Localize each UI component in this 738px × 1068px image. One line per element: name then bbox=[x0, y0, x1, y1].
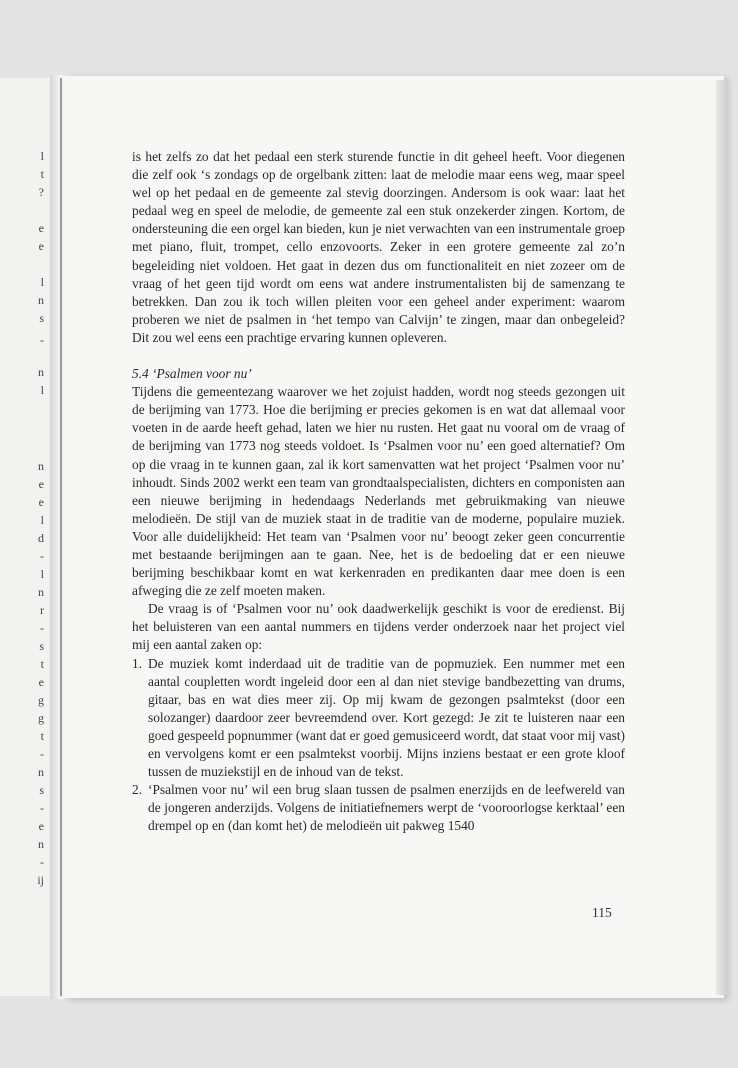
section-paragraph: Tijdens die gemeentezang waarover we het zojuist hadden, wordt nog steeds gezongen uit de berijming van 1773. Hoe die berijming er precies gekomen is en wat dat allemaal voor voeten in de aarde heeft gehad, laten we hier nu rusten. Het gaat nu vooral om de vraag of de berijming van 1773 nog steeds voldoet. Is ‘Psalmen voor nu’ een goed alternatief? Om op die vraag in te kunnen gaan, zal ik kort samenvatten wat het project ‘Psalmen voor nu’ inhoudt. Sinds 2002 werkt een team van grondtaalspecialisten, dichters en componisten aan een nieuwe berijming in hedendaags Nederlands met gebruikmaking van nieuwe melodieën. De stijl van de muziek staat in de traditie van de moderne, populaire muziek. Voor alle duidelijkheid: Het team van ‘Psalmen voor nu’ beoogt zeker geen concurrentie met bestaande berijmingen aan te gaan. Nee, het is de bedoeling dat er een nieuwe berijming beschikbaar komt en wat kerkenraden en predikanten daar mee doen is een afweging die ze zelf moeten maken. bbox=[132, 384, 625, 599]
left-fragment: e bbox=[38, 221, 44, 235]
left-fragment: n bbox=[38, 837, 44, 851]
list-number: 2. bbox=[132, 782, 143, 798]
left-fragment: l bbox=[40, 149, 44, 163]
left-fragment: - bbox=[40, 333, 44, 347]
list-item bbox=[132, 781, 625, 835]
left-fragment: g bbox=[38, 711, 44, 725]
left-fragment: s bbox=[39, 783, 44, 797]
left-fragment: - bbox=[40, 747, 44, 761]
left-fragment: ij bbox=[37, 873, 44, 887]
left-fragment: - bbox=[40, 855, 44, 869]
left-fragment: l bbox=[40, 567, 44, 581]
left-fragment: t bbox=[40, 729, 44, 743]
left-fragment: n bbox=[38, 459, 44, 473]
left-fragment: e bbox=[38, 495, 44, 509]
left-fragment: g bbox=[38, 693, 44, 707]
findings-list bbox=[132, 655, 625, 836]
list-text: ‘Psalmen voor nu’ wil een brug slaan tussen de psalmen enerzijds en de leefwereld van de jongeren anderzijds. Volgens de initiatiefnemers werpt de ‘vooroorlogse kerktaal’ een drempel op en (dan komt het) de melodieën uit pakweg 1540 bbox=[148, 782, 625, 834]
left-fragment: d bbox=[38, 531, 44, 545]
list-number: 1. bbox=[132, 655, 143, 671]
gutter-line bbox=[60, 78, 62, 996]
left-fragment: n bbox=[38, 765, 44, 779]
page-number: 115 bbox=[592, 905, 612, 920]
left-fragment: n bbox=[38, 585, 44, 599]
left-fragment: s bbox=[39, 639, 44, 653]
left-fragment: ? bbox=[38, 185, 44, 199]
left-fragment: t bbox=[40, 657, 44, 671]
left-fragment: e bbox=[38, 477, 44, 491]
page-edge bbox=[716, 80, 728, 995]
left-fragment: e bbox=[38, 239, 44, 253]
left-fragment: e bbox=[38, 819, 44, 833]
left-fragment: s bbox=[39, 311, 44, 325]
left-page-fragments bbox=[0, 78, 50, 996]
left-fragment: - bbox=[40, 621, 44, 635]
left-fragment: l bbox=[40, 275, 44, 289]
left-fragment: r bbox=[40, 603, 44, 617]
page-body bbox=[132, 148, 625, 835]
left-fragment: e bbox=[38, 675, 44, 689]
list-item bbox=[132, 655, 625, 782]
left-fragment: l bbox=[40, 513, 44, 527]
left-fragment: - bbox=[40, 801, 44, 815]
left-fragment: t bbox=[40, 167, 44, 181]
section-heading: 5.4 ‘Psalmen voor nu’ bbox=[132, 366, 252, 382]
left-fragment: n bbox=[38, 293, 44, 307]
list-text: De muziek komt inderdaad uit de traditie van de popmuziek. Een nummer met een aantal coupletten wordt ingeleid door een al dan niet stevige bandbezetting van drums, gitaar, bas en wat dies meer zij. Op mij kwam de gezongen psalmtekst (door een solozanger) daardoor zeer bevreemdend over. Kort gezegd: Je zit te luisteren naar een goed gespeeld popnummer (want dat er goed gemusiceerd wordt, dat staat voor mij vast) en vervolgens komt er een psalmtekst voorbij. Mijns inziens bestaat er een grote kloof tussen de muziekstijl en de inhoud van de tekst. bbox=[148, 655, 625, 780]
left-fragment: - bbox=[40, 549, 44, 563]
left-fragment: n bbox=[38, 365, 44, 379]
question-paragraph: De vraag is of ‘Psalmen voor nu’ ook daadwerkelijk geschikt is voor de eredienst. Bij het beluisteren van een aantal nummers en tijdens verder onderzoek naar het project viel mij een aantal zaken op: bbox=[132, 601, 625, 653]
left-page bbox=[0, 78, 50, 996]
intro-paragraph: is het zelfs zo dat het pedaal een sterk sturende functie in dit geheel heeft. Voor diegenen die zelf ook ‘s zondags op de orgelbank zitten: laat de melodie maar eens weg, maar speel wel op het pedaal en de gemeente zal stevig doorzingen. Andersom is ook waar: laat het pedaal weg en speel de melodie, de gemeente zal een stuk onzekerder zingen. Kortom, de ondersteuning die een orgel kan bieden, kun je niet verwachten van een instrumentale groep met piano, fluit, trompet, cello enzovoorts. Zeker in een grotere gemeente zal zo’n begeleiding niet voldoen. Het gaat in dezen dus om functionaliteit en niet zozeer om de vraag of het geen tijd wordt om eens wat andere instrumentalisten bij de samenzang te betrekken. Dan zou ik toch willen pleiten voor een geheel ander experiment: waarom proberen we niet de psalmen in ‘het tempo van Calvijn’ te zingen, maar dan onbegeleid? Dit zou wel eens een prachtige ervaring kunnen opleveren. bbox=[132, 149, 625, 345]
left-fragment: l bbox=[40, 383, 44, 397]
